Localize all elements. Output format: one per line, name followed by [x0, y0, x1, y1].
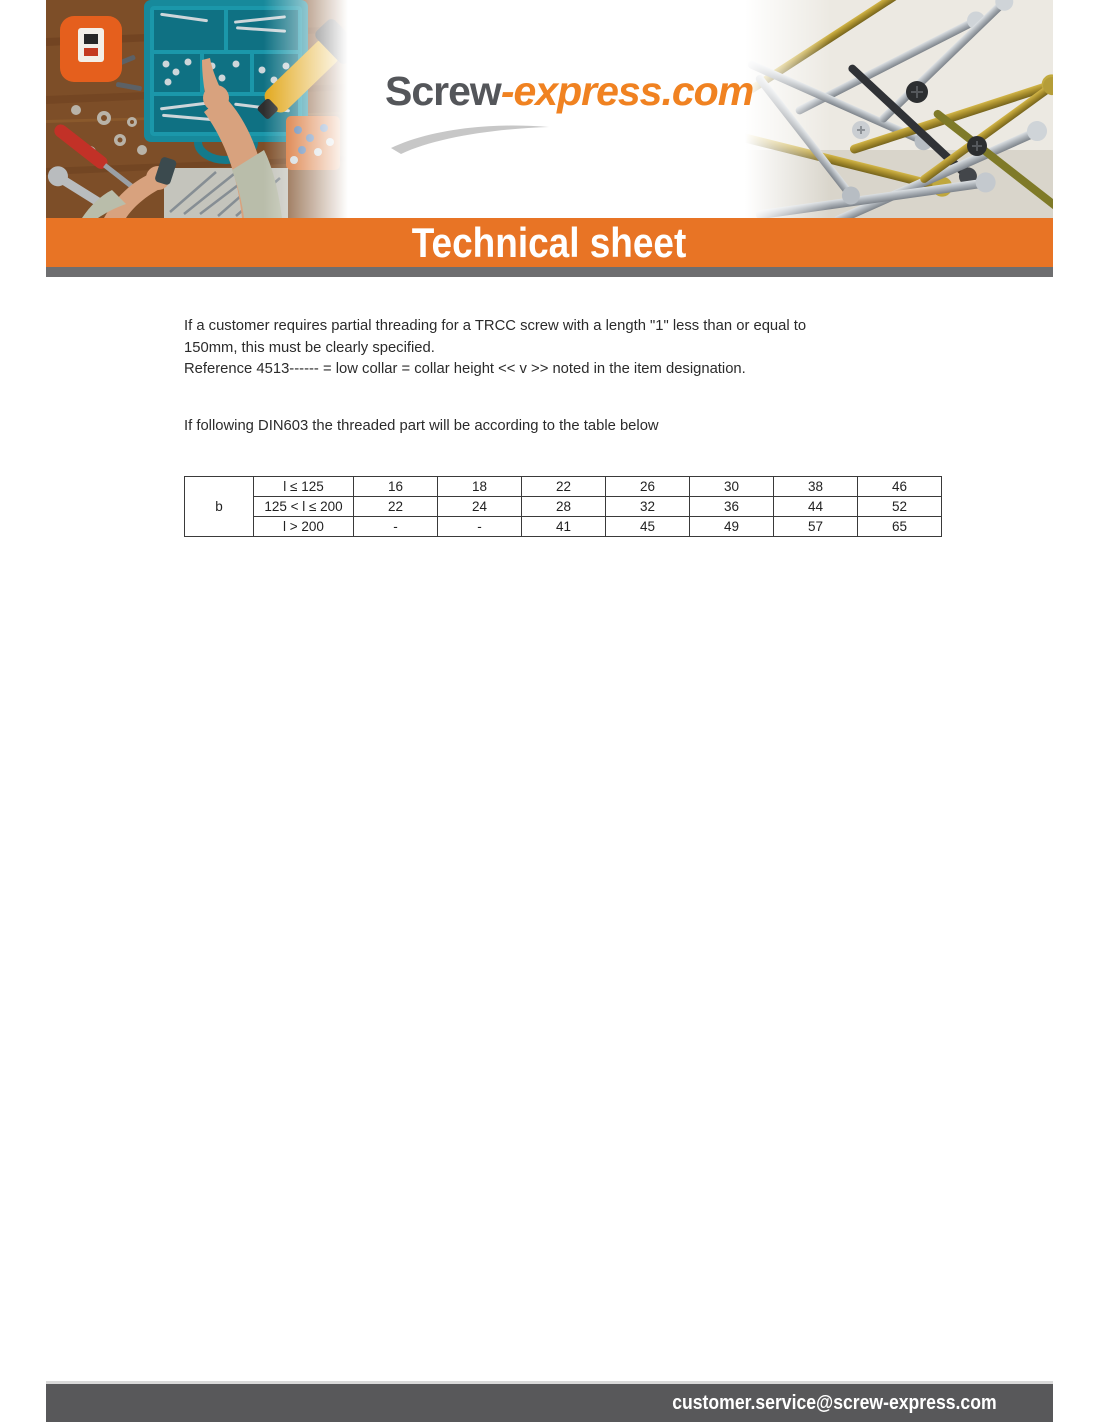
table-value-cell: - [354, 517, 438, 537]
brand-logo [385, 66, 754, 154]
paragraph-line: If following DIN603 the threaded part will be according to the table below [184, 418, 659, 434]
table-value-cell: 52 [858, 497, 942, 517]
table-value-cell: 36 [690, 497, 774, 517]
logo-text-screw: Screw [385, 68, 501, 114]
logo-swoosh [387, 120, 552, 154]
table-value-cell: 22 [354, 497, 438, 517]
table-value-cell: 30 [690, 477, 774, 497]
table-value-cell: 16 [354, 477, 438, 497]
divider-bar [46, 267, 1053, 277]
table-corner-cell-b: b [185, 477, 254, 537]
logo-text [385, 66, 754, 116]
paragraph-line: 150mm, this must be clearly specified. [184, 339, 435, 356]
paragraph-line: If a customer requires partial threading for a TRCC screw with a length "1" less than or equal to [184, 318, 807, 334]
table-row [185, 477, 942, 497]
table-value-cell: 49 [690, 517, 774, 537]
table-value-cell: 45 [606, 517, 690, 537]
table-value-cell: 41 [522, 517, 606, 537]
table-value-cell: 65 [858, 517, 942, 537]
table-intro-text [184, 416, 659, 438]
table-row [185, 517, 942, 537]
table-value-cell: - [438, 517, 522, 537]
intro-paragraph [184, 316, 806, 381]
footer-bar [46, 1384, 1053, 1422]
table-value-cell: 57 [774, 517, 858, 537]
table-value-cell: 24 [438, 497, 522, 517]
table-range-cell: 125 < l ≤ 200 [254, 497, 354, 517]
header [46, 0, 1053, 218]
table-row [185, 497, 942, 517]
logo-text-express: -express.com [500, 68, 754, 114]
table-value-cell: 32 [606, 497, 690, 517]
paragraph-line: Reference 4513------ = low collar = collar height << v >> noted in the item designation. [184, 361, 746, 377]
table-value-cell: 22 [522, 477, 606, 497]
workbench-photo [46, 0, 348, 218]
screws-pile-photo [745, 0, 1053, 218]
table-value-cell: 28 [522, 497, 606, 517]
technical-sheet-banner [46, 218, 1053, 267]
table-value-cell: 18 [438, 477, 522, 497]
page-title: Technical sheet [412, 219, 687, 266]
table-value-cell: 44 [774, 497, 858, 517]
footer-email-link[interactable]: customer.service@screw-express.com [672, 1391, 997, 1414]
table-value-cell: 26 [606, 477, 690, 497]
thread-length-table [184, 476, 942, 537]
table-range-cell: l > 200 [254, 517, 354, 537]
table-value-cell: 38 [774, 477, 858, 497]
table-value-cell: 46 [858, 477, 942, 497]
table-range-cell: l ≤ 125 [254, 477, 354, 497]
